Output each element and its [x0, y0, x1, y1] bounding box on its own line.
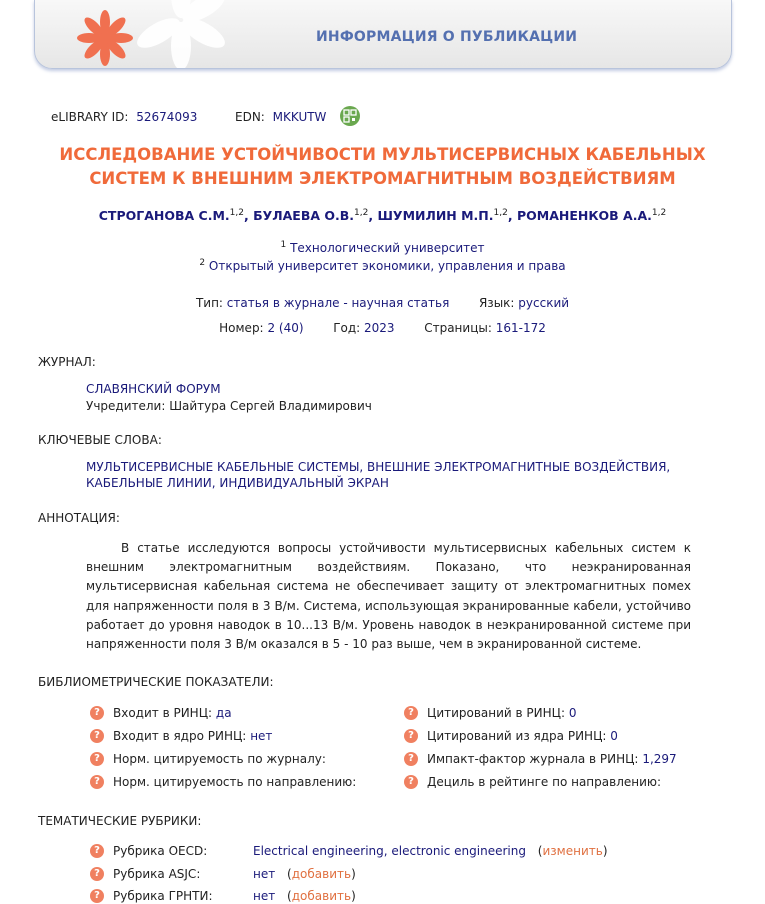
help-icon[interactable]: ?	[404, 729, 418, 743]
rubric-label: Рубрика ГРНТИ:	[113, 889, 213, 903]
biblio-value[interactable]: 0	[568, 706, 577, 720]
journal-name-link[interactable]: СЛАВЯНСКИЙ ФОРУМ	[86, 382, 221, 396]
page-header	[34, 0, 732, 69]
publication-ids	[51, 107, 360, 127]
annotation-text: В статье исследуются вопросы устойчивости мультисервисных кабельных систем к внешним электромагнитным воздействиям. Показано, что неэкранированная мультисервисная кабельная система не обеспечивает защиту от электромагнитных помех для напряженности поля в 3 В/м. Система, использующая экранированные кабели, устойчиво работает до уровня наводок в 10...13 В/м. Уровень наводок в неэкранированной системе при напряженности поля 3 В/м оказался в 5 - 10 раз выше, чем в экранированной системе.	[86, 541, 691, 652]
number-label: Номер:	[219, 321, 264, 335]
title-line: СИСТЕМ К ВНЕШНИМ ЭЛЕКТРОМАГНИТНЫМ ВОЗДЕЙСТВИЯМ	[89, 169, 676, 188]
help-icon[interactable]: ?	[404, 775, 418, 789]
journal-founders: Учредители: Шайтура Сергей Владимирович	[86, 399, 372, 413]
author-link[interactable]: СТРОГАНОВА С.М.	[98, 208, 230, 224]
edn-link[interactable]: MKKUTW	[272, 110, 327, 124]
help-icon[interactable]: ?	[404, 706, 418, 720]
biblio-row	[404, 775, 661, 790]
rubric-value: нет	[253, 889, 276, 903]
type-value: статья в журнале - научная статья	[226, 296, 450, 310]
author-affiliation-ref: 1,2	[354, 208, 369, 218]
biblio-row	[90, 775, 356, 790]
rubric-change-link[interactable]: изменить	[542, 844, 603, 858]
biblio-row	[404, 729, 618, 744]
rubric-value: Electrical engineering, electronic engineering	[253, 844, 526, 858]
affiliation-item	[0, 240, 765, 255]
rubric-value: нет	[253, 867, 276, 881]
elibrary-id-label: eLIBRARY ID:	[51, 110, 129, 124]
affiliation-link[interactable]: Технологический университет	[290, 241, 485, 255]
number-link[interactable]: 2 (40)	[267, 321, 304, 335]
rubric-add-link[interactable]: добавить	[291, 867, 352, 881]
biblio-label: Цитирований из ядра РИНЦ:	[427, 729, 607, 743]
keywords-heading: КЛЮЧЕВЫЕ СЛОВА:	[38, 433, 162, 447]
rubric-value-row: нет (добавить)	[253, 867, 356, 881]
language-value: русский	[518, 296, 570, 310]
biblio-label: Дециль в рейтинге по направлению:	[427, 775, 662, 789]
biblio-label: Входит в РИНЦ:	[113, 706, 213, 720]
rubric-value-row: Electrical engineering, electronic engineering (изменить)	[253, 844, 608, 858]
keywords-links[interactable]: МУЛЬТИСЕРВИСНЫЕ КАБЕЛЬНЫЕ СИСТЕМЫ, ВНЕШНИЕ ЭЛЕКТРОМАГНИТНЫЕ ВОЗДЕЙСТВИЯ,	[86, 460, 671, 474]
help-icon[interactable]: ?	[90, 844, 104, 858]
edn-label: EDN:	[235, 110, 265, 124]
annotation-heading: АННОТАЦИЯ:	[38, 511, 120, 525]
authors-list: СТРОГАНОВА С.М.$^{1,2}$, БУЛАЕВА О.В.$^{1,2}$, ШУМИЛИН М.П.$^{1,2}$, РОМАНЕНКОВ А.А.$^{1,2}$	[98, 208, 667, 224]
author-link[interactable]: БУЛАЕВА О.В.	[253, 208, 355, 224]
biblio-value: да	[215, 706, 232, 720]
author-affiliation-ref: 1,2	[229, 208, 244, 218]
biblio-row	[90, 706, 232, 721]
biblio-label: Импакт-фактор журнала в РИНЦ:	[427, 752, 639, 766]
rubric-value-row: нет (добавить)	[253, 889, 356, 903]
type-label: Тип:	[195, 296, 223, 310]
publication-title	[0, 143, 765, 191]
affiliation-number: 1	[280, 240, 287, 250]
author-link[interactable]: ШУМИЛИН М.П.	[377, 208, 494, 224]
affiliation-link[interactable]: Открытый университет экономики, управления и права	[208, 259, 566, 273]
help-icon[interactable]: ?	[90, 867, 104, 881]
biblio-label: Норм. цитируемость по направлению:	[113, 775, 357, 789]
title-line: ИССЛЕДОВАНИЕ УСТОЙЧИВОСТИ МУЛЬТИСЕРВИСНЫХ КАБЕЛЬНЫХ	[59, 145, 706, 164]
affiliation-item	[0, 258, 765, 273]
rubric-row	[90, 889, 213, 904]
biblio-value: 1,297	[642, 752, 677, 766]
year-label: Год:	[333, 321, 361, 335]
biblio-value: нет	[250, 729, 273, 743]
rubric-label: Рубрика OECD:	[113, 844, 208, 858]
help-icon[interactable]: ?	[404, 752, 418, 766]
pages-value: 161-172	[495, 321, 546, 335]
biblio-label: Входит в ядро РИНЦ:	[113, 729, 247, 743]
journal-heading: ЖУРНАЛ:	[38, 355, 96, 369]
decorative-flower-icon	[131, 0, 241, 69]
author-affiliation-ref: 1,2	[493, 208, 508, 218]
biblio-row	[404, 706, 577, 721]
language-label: Язык:	[478, 296, 515, 310]
help-icon[interactable]: ?	[90, 729, 104, 743]
rubrics-heading: ТЕМАТИЧЕСКИЕ РУБРИКИ:	[38, 814, 202, 828]
help-icon[interactable]: ?	[90, 706, 104, 720]
year-value: 2023	[364, 321, 395, 335]
biblio-value[interactable]: 0	[610, 729, 618, 743]
rubric-label: Рубрика ASJC:	[113, 867, 201, 881]
biblio-row	[404, 752, 677, 767]
author-link[interactable]: РОМАНЕНКОВ А.А.	[516, 208, 652, 224]
affiliation-number: 2	[199, 258, 206, 268]
help-icon[interactable]: ?	[90, 752, 104, 766]
publication-meta-row	[0, 321, 765, 335]
publication-meta-row	[0, 296, 765, 310]
biblio-row	[90, 752, 326, 767]
keywords-links[interactable]: КАБЕЛЬНЫЕ ЛИНИИ, ИНДИВИДУАЛЬНЫЙ ЭКРАН	[86, 476, 389, 490]
biblio-label: Цитирований в РИНЦ:	[427, 706, 566, 720]
pages-label: Страницы:	[424, 321, 492, 335]
rubric-row	[90, 867, 200, 882]
help-icon[interactable]: ?	[90, 775, 104, 789]
bibliometrics-heading: БИБЛИОМЕТРИЧЕСКИЕ ПОКАЗАТЕЛИ:	[38, 675, 274, 689]
qr-code-icon[interactable]	[340, 106, 360, 126]
author-affiliation-ref: 1,2	[651, 208, 667, 218]
biblio-label: Норм. цитируемость по журналу:	[113, 752, 326, 766]
flower-logo-icon	[73, 6, 137, 69]
help-icon[interactable]: ?	[90, 889, 104, 903]
rubric-row	[90, 844, 207, 859]
rubric-add-link[interactable]: добавить	[291, 889, 352, 903]
biblio-row	[90, 729, 272, 744]
header-title: ИНФОРМАЦИЯ О ПУБЛИКАЦИИ	[316, 29, 578, 45]
elibrary-id-link[interactable]: 52674093	[136, 110, 198, 124]
